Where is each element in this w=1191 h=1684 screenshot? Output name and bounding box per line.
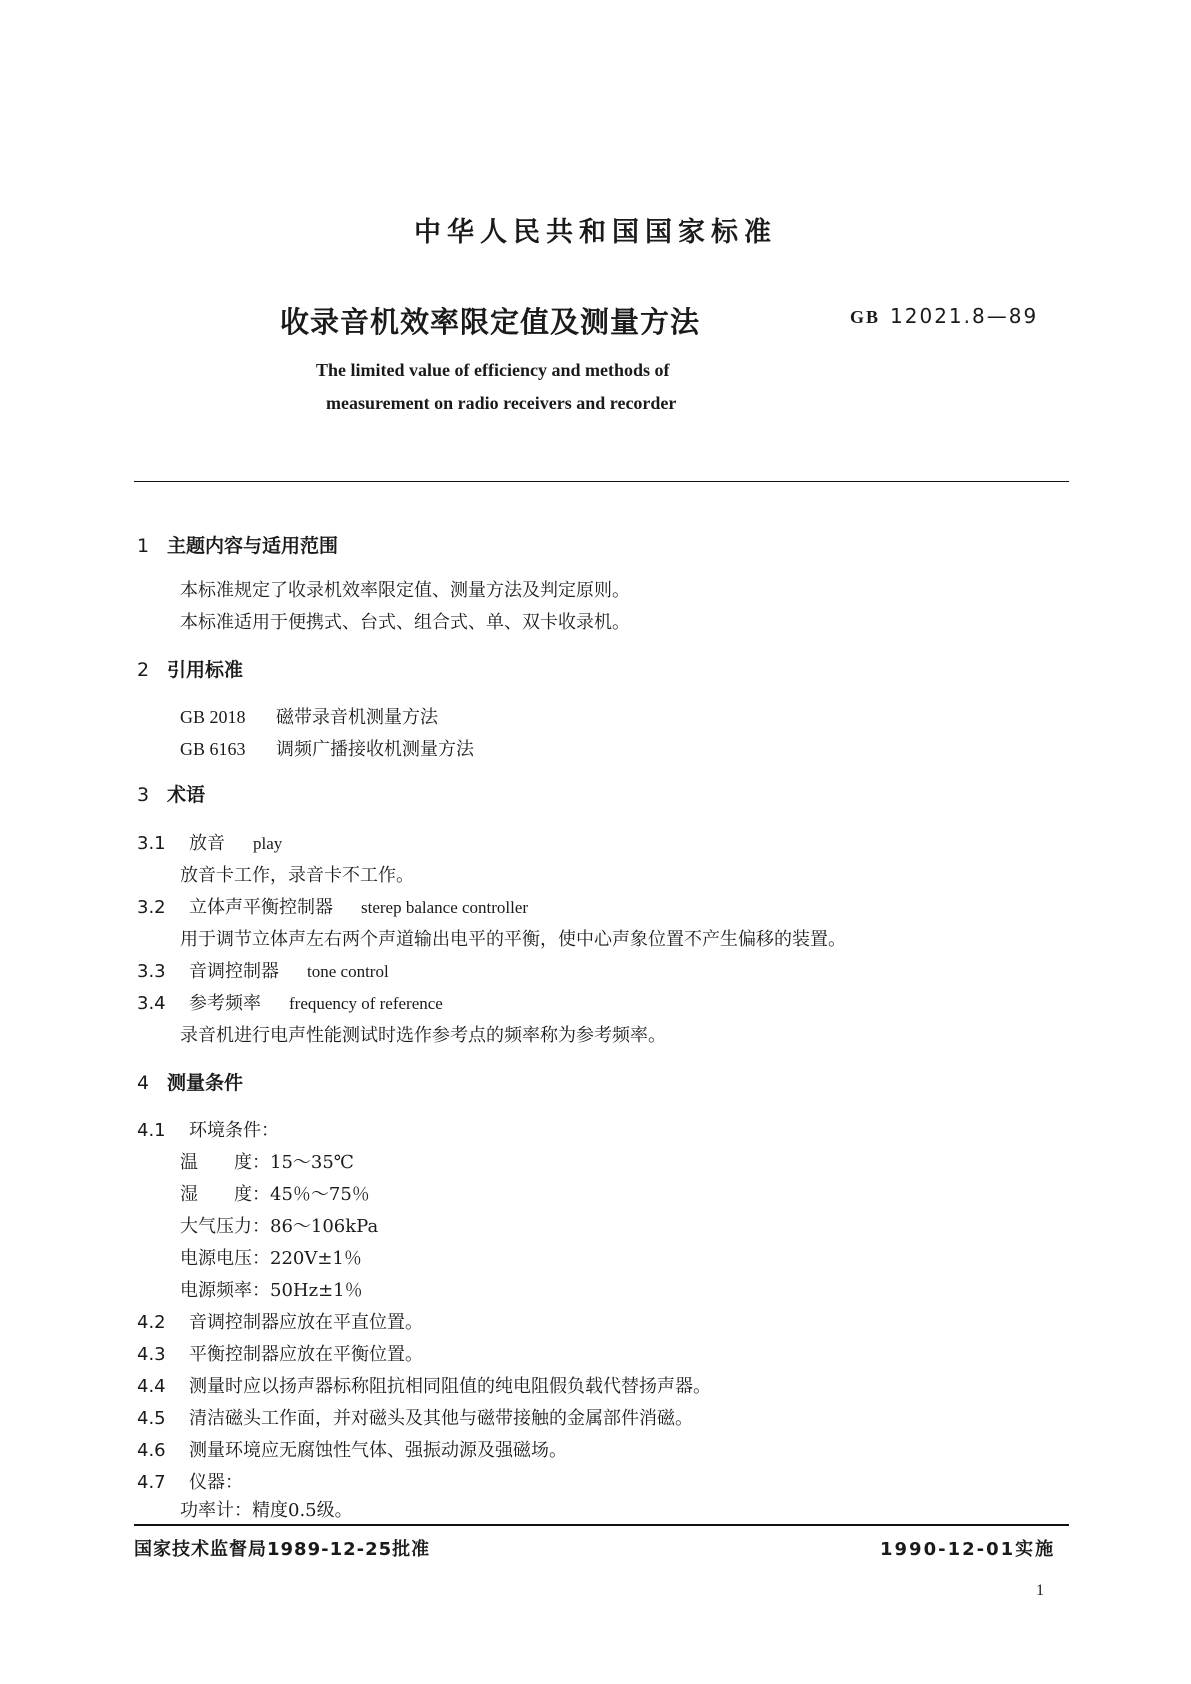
document-title: 收录音机效率限定值及测量方法 (280, 305, 701, 339)
reference-item (180, 703, 438, 729)
item-text: 环境条件： (189, 1120, 279, 1141)
instrument-spec: 功率计：精度0.5级。 (180, 1500, 353, 1521)
item-4-2 (137, 1308, 423, 1334)
header-divider (134, 481, 1069, 482)
item-4-1 (137, 1116, 279, 1142)
term-3-2 (137, 893, 528, 919)
english-title-line-1: The limited value of efficiency and methods of (316, 360, 670, 380)
env-condition-humidity: 湿 度：45％～75％ (180, 1184, 370, 1205)
section-title: 主题内容与适用范围 (167, 535, 339, 557)
reference-title: 磁带录音机测量方法 (276, 707, 438, 728)
term-number: 3.2 (137, 897, 166, 918)
term-chinese: 参考频率 (189, 993, 261, 1014)
page-number: 1 (1036, 1582, 1044, 1599)
env-condition-pressure: 大气压力：86～106kPa (180, 1216, 379, 1237)
paragraph: 本标准规定了收录机效率限定值、测量方法及判定原则。 (180, 580, 630, 601)
term-number: 3.3 (137, 961, 166, 982)
approval-date: 国家技术监督局1989-12-25批准 (134, 1539, 431, 1560)
footer-divider (134, 1524, 1069, 1526)
term-english: play (253, 834, 283, 853)
section-number: 4 (137, 1072, 150, 1094)
item-number: 4.3 (137, 1344, 166, 1365)
env-condition-temperature: 温 度：15～35℃ (180, 1152, 354, 1173)
term-english: sterep balance controller (361, 898, 529, 917)
reference-code: GB 2018 (180, 707, 246, 727)
term-3-1 (137, 829, 282, 855)
term-chinese: 放音 (189, 833, 225, 854)
standard-prefix: GB (850, 307, 881, 327)
term-definition: 放音卡工作，录音卡不工作。 (180, 865, 414, 886)
term-3-4 (137, 989, 443, 1015)
item-text: 仪器： (189, 1472, 243, 1493)
section-2-heading (137, 655, 243, 682)
national-standard-title: 中华人民共和国国家标准 (414, 217, 777, 248)
item-text: 音调控制器应放在平直位置。 (189, 1312, 423, 1333)
item-4-7 (137, 1468, 243, 1494)
effective-date: 1990-12-01实施 (880, 1539, 1056, 1560)
section-title: 术语 (167, 784, 206, 806)
term-definition: 用于调节立体声左右两个声道输出电平的平衡，使中心声象位置不产生偏移的装置。 (180, 929, 846, 950)
term-number: 3.1 (137, 833, 166, 854)
item-number: 4.6 (137, 1440, 166, 1461)
term-number: 3.4 (137, 993, 166, 1014)
section-number: 3 (137, 784, 150, 806)
item-4-4 (137, 1372, 711, 1398)
item-text: 测量时应以扬声器标称阻抗相同阻值的纯电阻假负载代替扬声器。 (189, 1376, 711, 1397)
english-title-line-2: measurement on radio receivers and recorder (326, 393, 677, 413)
reference-item (180, 735, 474, 761)
item-4-5 (137, 1404, 693, 1430)
item-text: 平衡控制器应放在平衡位置。 (189, 1344, 423, 1365)
section-4-heading (137, 1068, 243, 1095)
reference-title: 调频广播接收机测量方法 (276, 739, 474, 760)
section-3-heading (137, 780, 205, 807)
item-number: 4.1 (137, 1120, 166, 1141)
term-english: tone control (307, 962, 389, 981)
item-text: 清洁磁头工作面，并对磁头及其他与磁带接触的金属部件消磁。 (189, 1408, 693, 1429)
item-4-6 (137, 1436, 567, 1462)
item-number: 4.5 (137, 1408, 166, 1429)
item-number: 4.2 (137, 1312, 166, 1333)
term-chinese: 音调控制器 (189, 961, 279, 982)
section-number: 2 (137, 659, 150, 681)
term-english: frequency of reference (289, 994, 443, 1013)
item-number: 4.4 (137, 1376, 166, 1397)
section-title: 测量条件 (167, 1072, 244, 1094)
term-chinese: 立体声平衡控制器 (189, 897, 333, 918)
section-number: 1 (137, 535, 150, 557)
standard-code: 12021.8—89 (890, 304, 1039, 328)
item-number: 4.7 (137, 1472, 166, 1493)
env-condition-voltage: 电源电压：220V±1％ (180, 1248, 362, 1269)
reference-code: GB 6163 (180, 739, 246, 759)
env-condition-frequency: 电源频率：50Hz±1％ (180, 1280, 363, 1301)
paragraph: 本标准适用于便携式、台式、组合式、单、双卡收录机。 (180, 612, 630, 633)
term-3-3 (137, 957, 389, 983)
item-4-3 (137, 1340, 423, 1366)
standard-number (850, 304, 1038, 328)
section-1-heading (137, 531, 338, 558)
item-text: 测量环境应无腐蚀性气体、强振动源及强磁场。 (189, 1440, 567, 1461)
term-definition: 录音机进行电声性能测试时选作参考点的频率称为参考频率。 (180, 1025, 666, 1046)
section-title: 引用标准 (167, 659, 244, 681)
